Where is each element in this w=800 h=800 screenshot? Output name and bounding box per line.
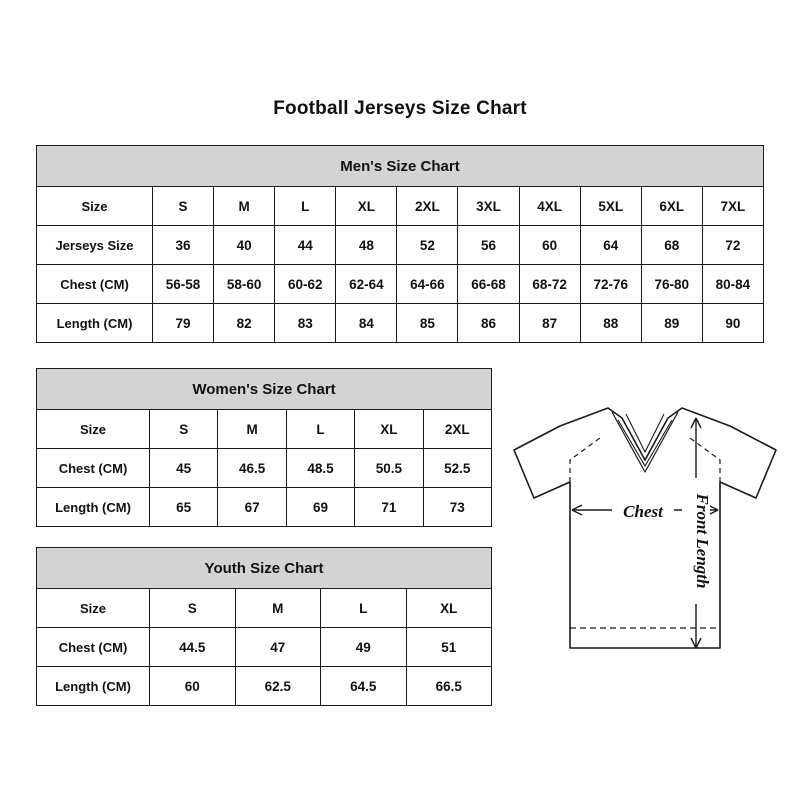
table-cell: 48.5 (286, 449, 354, 488)
table-cell: 2XL (423, 410, 491, 449)
table-cell: 83 (275, 304, 336, 343)
row-label: Jerseys Size (37, 226, 153, 265)
table-cell: 60-62 (275, 265, 336, 304)
table-cell: 89 (641, 304, 702, 343)
table-row (37, 226, 764, 265)
table-cell: S (150, 589, 236, 628)
row-label: Length (CM) (37, 304, 153, 343)
table-section-header-row (37, 146, 764, 187)
table-cell: 67 (218, 488, 286, 527)
table-cell: 50.5 (355, 449, 423, 488)
row-label: Size (37, 187, 153, 226)
table-cell: 80-84 (702, 265, 763, 304)
table-cell: XL (336, 187, 397, 226)
table-cell: 56-58 (153, 265, 214, 304)
table-cell: 73 (423, 488, 491, 527)
row-label: Chest (CM) (37, 628, 150, 667)
table-cell: 52.5 (423, 449, 491, 488)
table-cell: 72-76 (580, 265, 641, 304)
womens-section-heading: Women's Size Chart (37, 369, 492, 410)
table-cell: 79 (153, 304, 214, 343)
table-row (37, 410, 492, 449)
table-cell: 36 (153, 226, 214, 265)
row-label: Chest (CM) (37, 265, 153, 304)
table-row (37, 304, 764, 343)
table-cell: 72 (702, 226, 763, 265)
table-row (37, 488, 492, 527)
mens-size-table (36, 145, 764, 343)
table-cell: 46.5 (218, 449, 286, 488)
table-cell: 62-64 (336, 265, 397, 304)
table-cell: 2XL (397, 187, 458, 226)
table-cell: 48 (336, 226, 397, 265)
table-cell: M (235, 589, 321, 628)
table-cell: 6XL (641, 187, 702, 226)
table-cell: M (214, 187, 275, 226)
table-row (37, 265, 764, 304)
table-cell: 64-66 (397, 265, 458, 304)
table-cell: 90 (702, 304, 763, 343)
table-cell: 62.5 (235, 667, 321, 706)
row-label: Length (CM) (37, 667, 150, 706)
mens-section-heading: Men's Size Chart (37, 146, 764, 187)
table-row (37, 589, 492, 628)
table-row (37, 187, 764, 226)
table-cell: 71 (355, 488, 423, 527)
table-cell: 64.5 (321, 667, 407, 706)
table-row (37, 628, 492, 667)
table-cell: 68-72 (519, 265, 580, 304)
table-cell: 87 (519, 304, 580, 343)
table-cell: 82 (214, 304, 275, 343)
table-cell: 40 (214, 226, 275, 265)
left-sleeve-seam (570, 438, 600, 482)
youth-section-heading: Youth Size Chart (37, 548, 492, 589)
jersey-measurement-diagram (500, 400, 790, 700)
right-sleeve-seam (690, 438, 720, 482)
row-label: Size (37, 410, 150, 449)
table-cell: 5XL (580, 187, 641, 226)
table-cell: 84 (336, 304, 397, 343)
front-length-label: Front Length (693, 493, 712, 589)
table-section-header-row (37, 548, 492, 589)
table-cell: 4XL (519, 187, 580, 226)
table-cell: 64 (580, 226, 641, 265)
table-cell: L (321, 589, 407, 628)
table-cell: 66.5 (406, 667, 492, 706)
table-cell: 60 (519, 226, 580, 265)
table-cell: 3XL (458, 187, 519, 226)
womens-size-table (36, 368, 492, 527)
table-cell: 56 (458, 226, 519, 265)
table-cell: S (150, 410, 218, 449)
table-cell: 88 (580, 304, 641, 343)
table-cell: 7XL (702, 187, 763, 226)
table-cell: L (286, 410, 354, 449)
table-section-header-row (37, 369, 492, 410)
chest-label: Chest (623, 502, 663, 521)
table-cell: 47 (235, 628, 321, 667)
table-cell: 49 (321, 628, 407, 667)
table-cell: 44.5 (150, 628, 236, 667)
table-cell: L (275, 187, 336, 226)
jersey-outline (514, 408, 776, 648)
table-cell: 52 (397, 226, 458, 265)
collar-line-inner (626, 414, 664, 452)
row-label: Length (CM) (37, 488, 150, 527)
table-cell: S (153, 187, 214, 226)
table-cell: 76-80 (641, 265, 702, 304)
table-cell: 60 (150, 667, 236, 706)
table-cell: 68 (641, 226, 702, 265)
table-cell: 58-60 (214, 265, 275, 304)
table-cell: 69 (286, 488, 354, 527)
table-cell: XL (406, 589, 492, 628)
table-cell: M (218, 410, 286, 449)
table-cell: 85 (397, 304, 458, 343)
row-label: Size (37, 589, 150, 628)
table-row (37, 667, 492, 706)
table-cell: 45 (150, 449, 218, 488)
table-row (37, 449, 492, 488)
table-cell: 65 (150, 488, 218, 527)
table-cell: XL (355, 410, 423, 449)
table-cell: 44 (275, 226, 336, 265)
collar-line-outer (612, 412, 678, 472)
youth-size-table (36, 547, 492, 706)
table-cell: 51 (406, 628, 492, 667)
row-label: Chest (CM) (37, 449, 150, 488)
table-cell: 86 (458, 304, 519, 343)
table-cell: 66-68 (458, 265, 519, 304)
page-title: Football Jerseys Size Chart (273, 98, 527, 119)
